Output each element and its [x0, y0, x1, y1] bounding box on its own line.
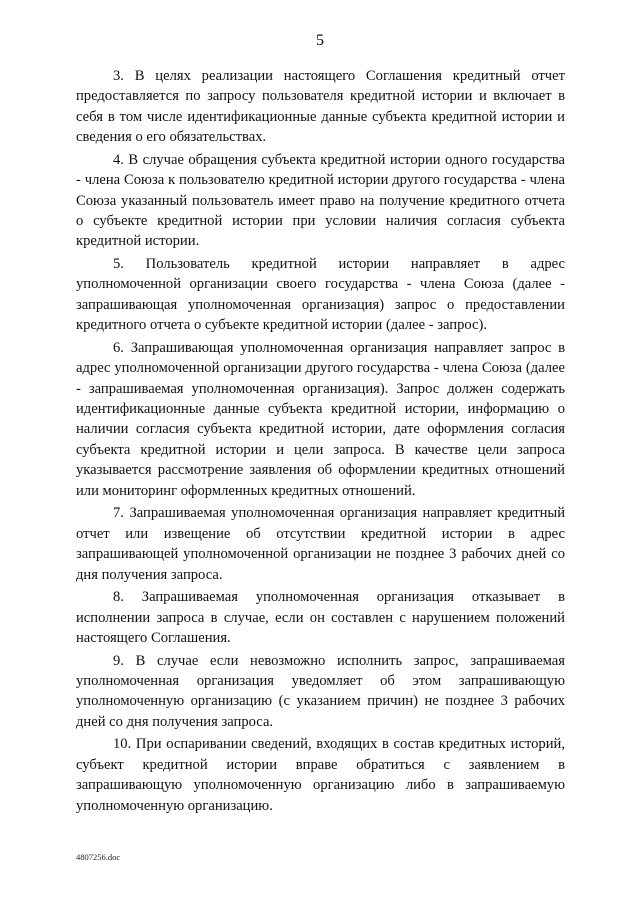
paragraph-3: 3. В целях реализации настоящего Соглашения кредитный отчет предоставляется по запросу пользователя кредитной истории и включает в себя в том числе идентификационные данные субъекта кредитной истории и сведения о его обязательствах.	[76, 68, 565, 146]
paragraph-10: 10. При оспаривании сведений, входящих в состав кредитных историй, субъект кредитной истории вправе обратиться с заявлением в запрашивающую уполномоченную организацию либо в запрашиваемую уполномоченную организацию.	[76, 736, 565, 814]
paragraph-6: 6. Запрашивающая уполномоченная организация направляет запрос в адрес уполномоченной организации другого государства - члена Союза (далее - запрашиваемая уполномоченная организация). Запрос должен содержать идентификационные данные субъекта кредитной истории, информацию о наличии согласия субъекта кредитной истории, дате оформления согласия субъекта кредитной истории и цели запроса. В качестве цели запроса указывается рассмотрение заявления об оформлении кредитных отношений или мониторинг оформленных кредитных отношений.	[76, 339, 565, 499]
paragraph-5: 5. Пользователь кредитной истории направляет в адрес уполномоченной организации своего государства - члена Союза (далее - запрашивающая уполномоченная организация) запрос о предоставлении кредитного отчета о субъекте кредитной истории (далее - запрос).	[76, 256, 565, 334]
paragraph-7: 7. Запрашиваемая уполномоченная организация направляет кредитный отчет или извещение об отсутствии кредитной истории в адрес запрашивающей уполномоченной организации не позднее 3 рабочих дней со дня получения запроса.	[76, 505, 565, 583]
file-code-footer: 4807256.doc	[76, 852, 121, 862]
page-number: 5	[316, 32, 324, 49]
paragraph-8: 8. Запрашиваемая уполномоченная организация отказывает в исполнении запроса в случае, если он составлен с нарушением положений настоящего Соглашения.	[76, 589, 565, 646]
paragraph-9: 9. В случае если невозможно исполнить запрос, запрашиваемая уполномоченная организация уведомляет об этом запрашивающую уполномоченную организацию (с указанием причин) не позднее 3 рабочих дней со дня получения запроса.	[76, 652, 565, 730]
document-body	[76, 66, 565, 818]
paragraph-4: 4. В случае обращения субъекта кредитной истории одного государства - члена Союза к пользователю кредитной истории другого государства - члена Союза указанный пользователь имеет право на получение кредитного отчета о субъекте кредитной истории при условии наличия согласия субъекта кредитной истории.	[76, 151, 565, 250]
